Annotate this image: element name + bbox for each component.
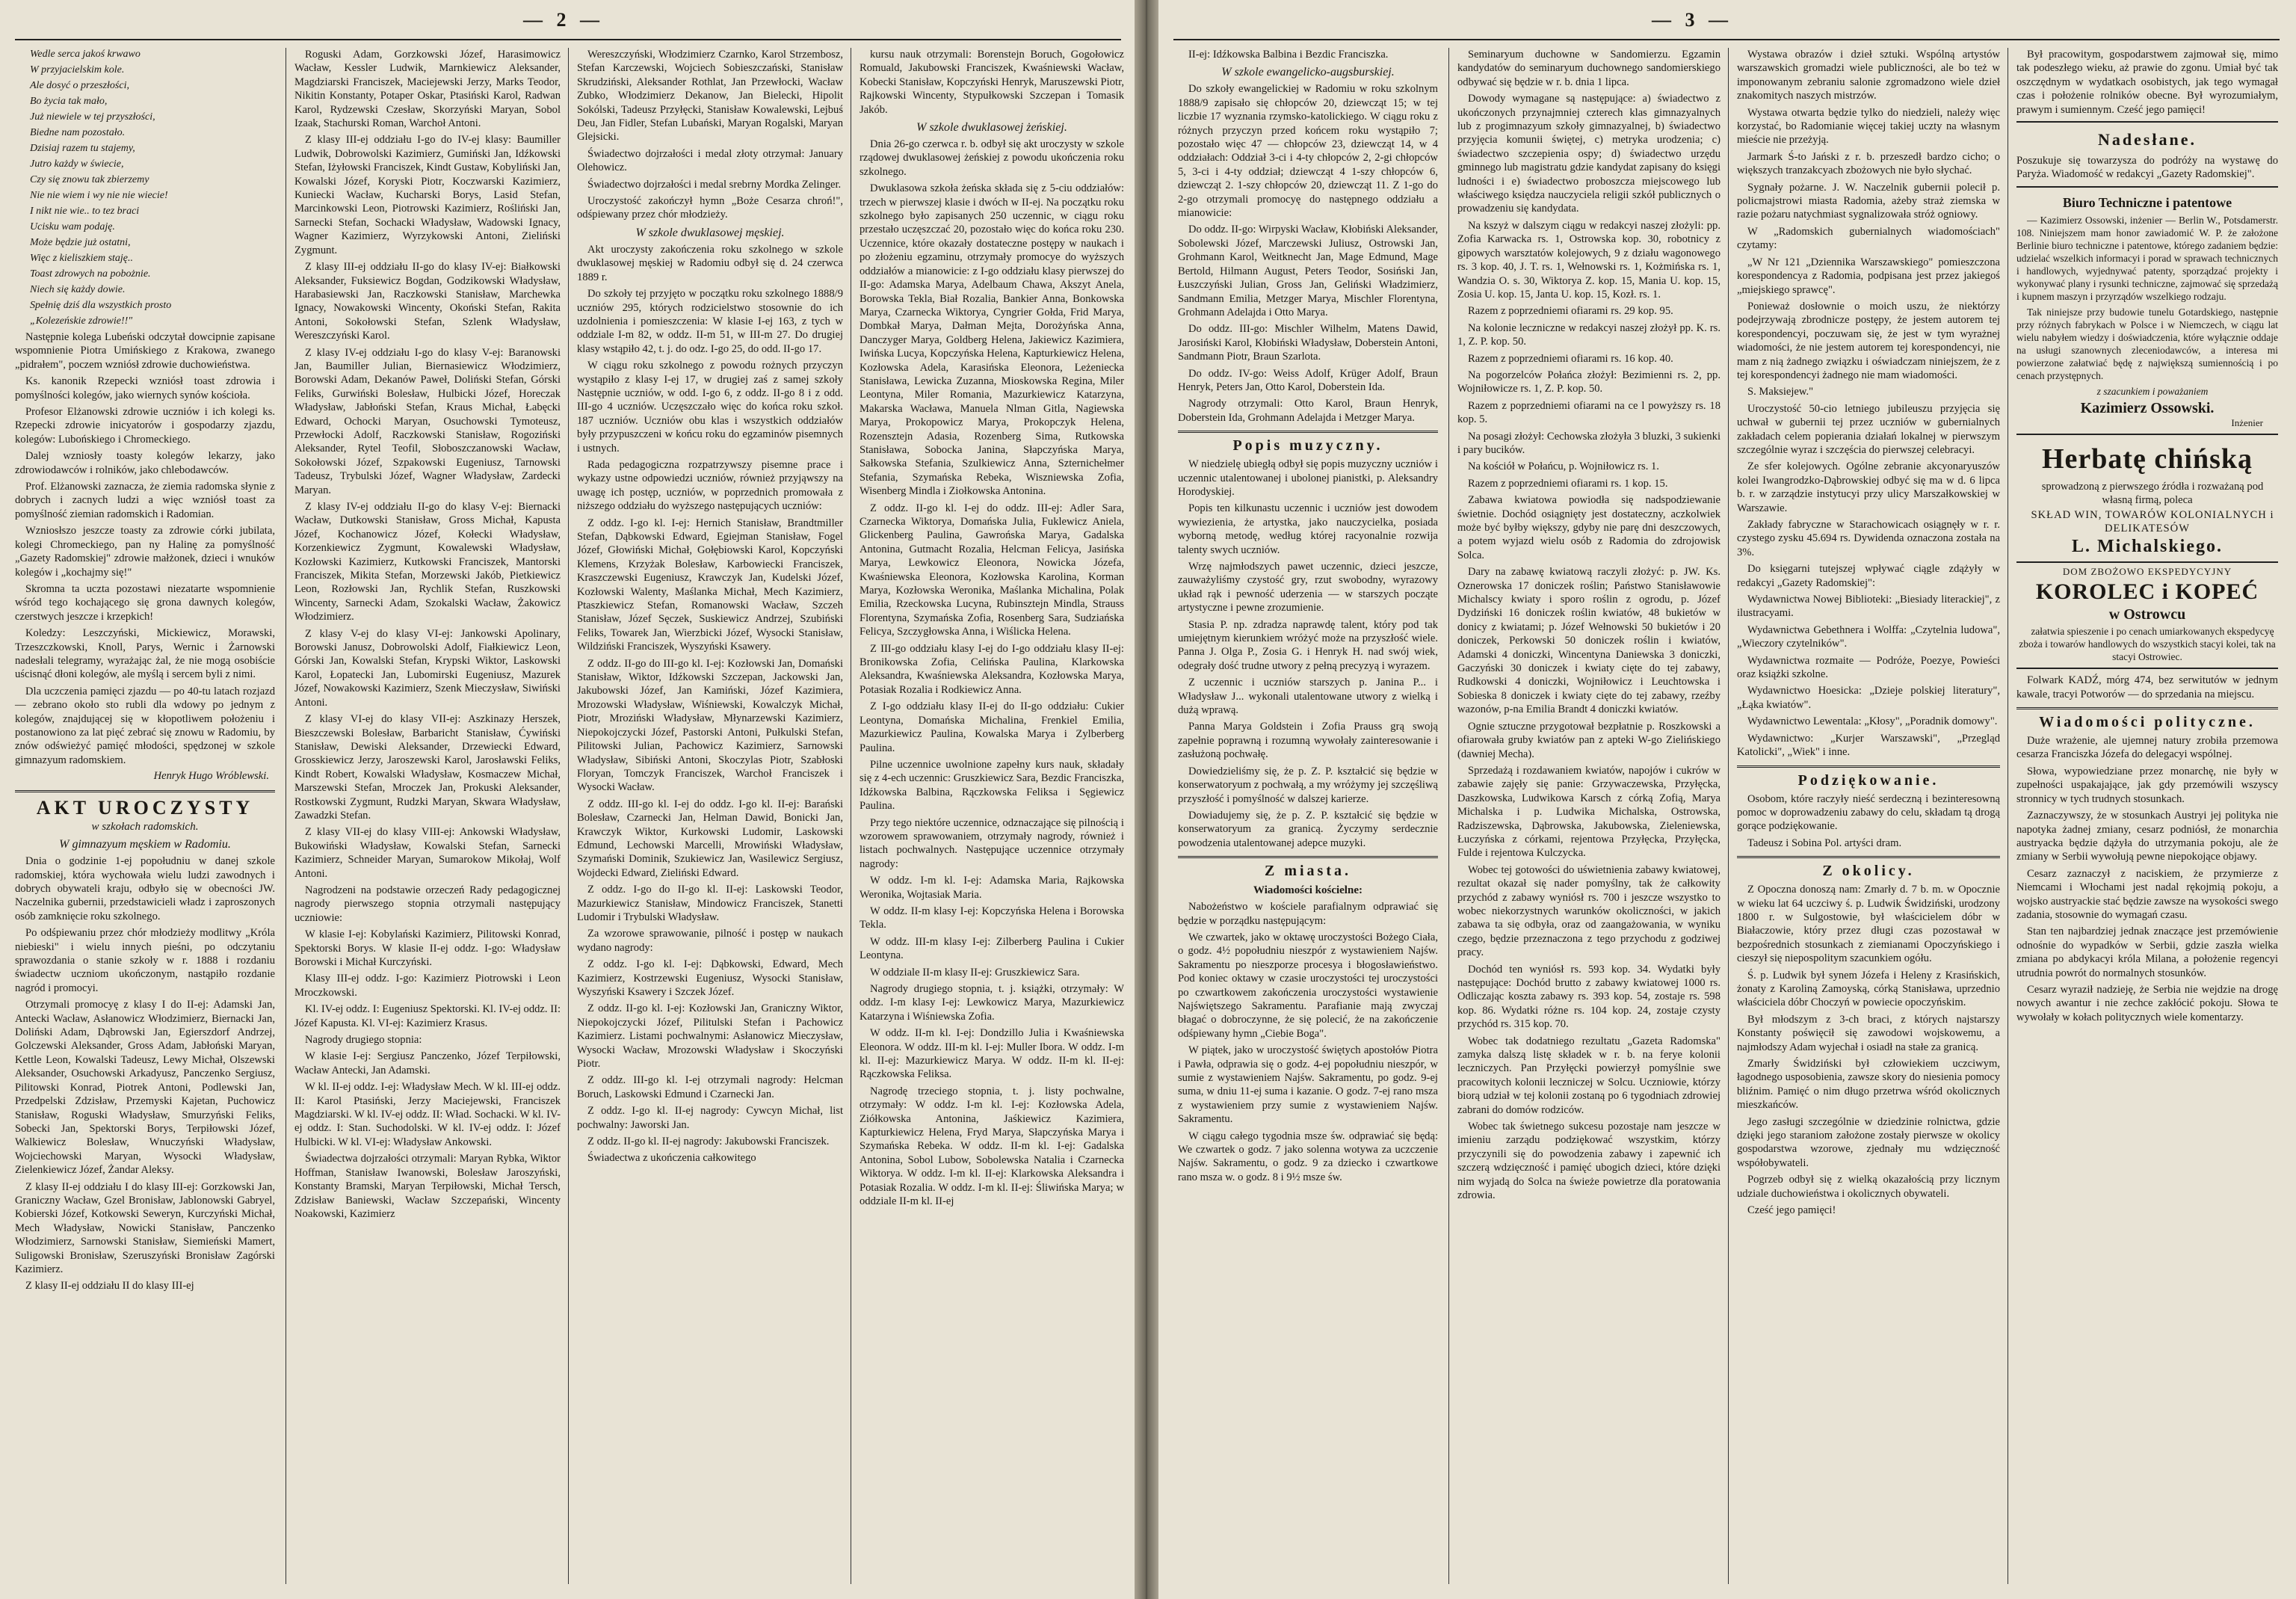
ad-text: — Kazimierz Ossowski, inżenier — Berlin W., Potsdamerstr. 108. Niniejszem mam honor zawiadomić W. P. że założone Berlinie biuro techniczne i patentowe, którego zadaniem będzie: udzielać wszelkich informacyi i porad w sprawach technicznych i handlowych, wyjednywać patenty, sporządzać projekty i wykonywać plany i rysunki techniczne, zajmować się sprzedażą i kupnem maszyn i przyrządów wszelkiego rodzaju. [2016,214,2278,302]
paragraph: Profesor Elżanowski zdrowie uczniów i ich kolegi ks. Rzepecki zdrowie inicyatorów i gospodarzy zjazdu, kolegów: Lubońskiego i Chromeckiego. [15,406,275,446]
paragraph: Nagrody drugiego stopnia: [305,1034,422,1047]
paragraph: Do szkoły tej przyjęto w początku roku szkolnego 1888/9 uczniów 295, których rodzicielstwo stosownie do ich uzdolnienia i pomieszczenia: W klasie I-ej 163, z tych w oddziale I-m 82, w oddz. II-m 51, w III-m 27. Do drugiej klasy wstąpiło 42, t. j. do odz. I-go 25, do odd. II-go 17. [577,288,843,355]
column-text [1178,82,1438,425]
poem-line: Ucisku wam podaję. [30,221,115,232]
column-rule [568,48,569,1584]
paragraph: Zaznaczywszy, że w stosunkach Austryi jej polityka nie napotyka żadnej zmiany, cesarz podniósł, że monarchia austryacka będzie dążyła do utrzymania pokoju, ale że zmiany w Serbii wywołują pewne niepokojące objawy. [2016,810,2278,863]
poem-line: Biedne nam pozostało. [30,127,126,138]
column-text [1178,48,1438,61]
ad-heading: Biuro Techniczne i patentowe [2062,194,2232,210]
paragraph: Z oddz. II-go kl. I-ej do oddz. III-ej: Adler Sara, Czarnecka Wiktorya, Domańska Julia, Fuklewicz Aniela, Glickenberg Paulina, Gawrońska Marya, Gadalska Antonina, Gutmacht Rozalia, Helcman Felicya, Jasińska Marya, Lewkowicz Eleonora, Nowicka Józefa, Kwaśniewska Eleonora, Kozłowska Karolina, Korman Marya, Kozłowska Weronika, Maślanka Michalina, Polak Emilia, Rzeckowska Lucyna, Rubinsztejn Mindla, Strauss Florentyna, Szymańska Zofia, Rosenberg Sara, Sudziańska Felicya, Szczygłowska Anna, i Wiślicka Helena. [860,502,1124,638]
paragraph: Z oddz. I-go kl. II-ej nagrody: Cywcyn Michał, list pochwalny: Jaworski Jan. [577,1105,843,1131]
paragraph: Do oddz. II-go: Wirpyski Wacław, Kłobiński Aleksander, Sobolewski Józef, Marczewski Juliusz, Ostrowski Jan, Grohmann Karol, Weitknecht Jan, Mage Edmund, Mage Bertold, Hilmann August, Peters Teodor, Sosiński Jan, Łuszczyński Julian, Gross Jan, Geliński Władzimierz, Sandmann Emilia, Metzger Marya, Mischler Florentyna, Grohmann Adelajda i Otto Marya. [1178,224,1438,318]
poem-line: Dzisiaj razem tu stajemy, [30,143,135,154]
left-column-3 [573,48,848,1584]
paragraph: Prof. Elżanowski zaznacza, że ziemia radomska słynie z dobrych i zacnych ludzi a więc wzniósł toast za pomyślność ziemian radomskich i Radomian. [15,481,275,520]
paragraph: Przy tego niektóre uczennice, odznaczające się pilnością i wzorowem sprawowaniem, otrzymały nagrody, również i listach pochwalnych. Następujące uczennice otrzymały nagrody: [860,816,1124,870]
section-title: Z okolicy. [1737,856,2000,880]
paragraph: W oddz. I-m kl. I-ej: Adamska Maria, Rajkowska Weronika, Wojtasiak Maria. [860,875,1124,901]
column-text [2016,48,2278,117]
paragraph: Wystawa obrazów i dzieł sztuki. Wspólną artystów warszawskich gromadzi wiele publiczności, ale bo też w imponowanym zebraniu salonie zgromadzono wiele dzieł znakomitych naszych mistrzów. [1737,49,2000,102]
page-number-left: — 2 — [523,9,604,31]
poem-line: Toast zdrowych na pobożnie. [30,268,151,280]
paragraph: Cześć jego pamięci! [1747,1204,1836,1217]
paragraph: Z klasy IV-ej oddziału II-go do klasy V-ej: Biernacki Wacław, Dutkowski Stanisław, Gross Michał, Kapusta Józef, Kochanowicz Józef, Kołecki Władysław, Korzenkiewicz Zygmunt, Kowalewski Władysław, Kozłowski Kazimierz, Kutkowski Franciszek, Mantorski Franciszek, Mikita Stefan, Morzewski Jakób, Pietkiewicz Leon, Rozłowski Jan, Rychlik Stefan, Ruszkowski Wincenty, Sarnecki Adam, Szokalski Wacław, Żakowicz Włodzimierz. [294,501,561,623]
paragraph: W oddz. III-m klasy I-ej: Zilberberg Paulina i Cukier Leontyna. [860,935,1124,962]
ad-place: w Ostrowcu [2108,606,2186,623]
ad-headline: Herbatę chińską [2041,443,2253,475]
column-text [1178,900,1438,1184]
paragraph: W „Radomskich gubernialnych wiadomościach" czytamy: [1737,225,2000,252]
page-number-right: — 3 — [1652,9,1732,31]
column-text [1457,48,1721,1203]
paragraph: W ciągu całego tygodnia msze św. odprawiać się będą: We czwartek o godz. 7 jako solenna wotywa za uczczenie Najśw. Sakramentu, o godz. 9 za dziecko i czwartkowe rano msza w. o godz. 8 i 9½ msze św. [1178,1130,1438,1183]
column-text [2016,734,2278,1024]
paragraph: Z klasy V-ej do klasy VI-ej: Jankowski Apolinary, Borowski Janusz, Dobrowolski Adolf, Fiałkiewicz Leon, Górski Jan, Kowalski Stefan, Krypski Wiktor, Laskowski Karol, Łopatecki Jan, Lubomirski Eugeniusz, Mazurek Józef, Nowakowski Kazimierz, Szenk Mieczysław, Siwiński Antoni. [294,627,561,709]
paragraph: Dnia 26-go czerwca r. b. odbył się akt uroczysty w szkole rządowej dwuklasowej żeńskiej z powodu ukończenia roku szkolnego. [860,138,1124,178]
paragraph: Był pracowitym, gospodarstwem zajmował się, mimo tak podeszłego wieku, aż prawie do zgonu. Umiał być tak oszczędnym w wydatkach osobistych, jak tego wymagał czas i położenie rolników obecne. Był wyrozumiałym, prawym i sumiennym. Cześć jego pamięci! [2016,49,2278,116]
paragraph: Pilne uczennice uwolnione zapełny kurs nauk, składały się z 4-ech uczennic: Gruszkiewicz Sara, Bezdic Franciszka, Idźkowska Balbina, Rączkowska Feliksa i Sęgiewicz Paulina. [860,758,1124,813]
paragraph: Na kolonie leczniczne w redakcyi naszej złożył pp. K. rs. 1, Z. P. kop. 50. [1457,321,1721,348]
paragraph: II-ej: Idźkowska Balbina i Bezdic Franciszka. [1188,49,1389,61]
column-text [1178,457,1438,850]
left-column-1 [10,48,280,1584]
paragraph: Wydawnictwo Lewentala: „Kłosy", „Poradnik domowy". [1747,715,1998,728]
paragraph: Po odśpiewaniu przez chór młodzieży modlitwy „Króla niebieski" i wielu innych pieśni, po odczytaniu sprawozdania o stanie szkoły w r. 1888 i rozdaniu świadectw uczniom ukończonym, nastąpiło rozdanie nagród i promocyi. [15,927,275,994]
right-column-1 [1173,48,1442,1584]
paragraph: Następnie kolega Lubeński odczytał dowcipnie zapisane wspomnienie Piotra Umińskiego z Krakowa, zwanego „pidrałem", poczem wzniósł zdrowie duchowieństwa. [15,331,275,371]
paragraph: Sprzedażą i rozdawaniem kwiatów, napojów i cukrów w zabawie zajęły się panie: Grzywaczewska, Przyłęcka, Daszkowska, Ludwikowa Karsch z córką Zofią, Marya Michalska i p. Ludwika Michalska, Ostrowska, Radziszewska, Dąbrowska, Jakubowska, Zieleniewska, Łuczyńska z córkami, rejentowa Przyłęcka, Przyłęcka, Fulde i rejentowa Kulczycka. [1457,764,1721,860]
paragraph: Z oddz. I-go kl. I-ej: Dąbkowski, Edward, Mech Kazimierz, Kostrzewski Eugeniusz, Wysocki Stanisław, Wyszyński Ksawery i Szczek Józef. [577,958,843,998]
paragraph: Seminaryum duchowne w Sandomierzu. Egzamin kandydatów do seminaryum duchownego sandomierskiego odbywać się będzie w r. b. dnia 1 lipca. [1457,49,1721,88]
paragraph: Z oddz. I-go do II-go kl. II-ej: Laskowski Teodor, Mazurkiewicz Stanisław, Mindowicz Franciszek, Stanetti Ludomir i Trybulski Władysław. [577,884,843,923]
poem-line: Spełnię dziś dla wszystkich prosto [30,300,172,311]
paragraph: Dochód ten wyniósł rs. 593 kop. 34. Wydatki były następujące: Dochód brutto z zabawy kwiatowej 1000 rs. Odliczając koszta zabawy rs. 393 kop. 54, zostaje rs. 598 kop. 86. Wydatki różne rs. 104 kop. 24, zostaje czysty przychód rs. 315 kop. 70. [1457,963,1721,1031]
paragraph: Wrzę najmłodszych pawet uczennic, dzieci jeszcze, zauważyliśmy czystość gry, rzut swobodny, wyrazowy układ rąk i pewność uderzenia — w starszych począte artystyczne i pewne zrozumienie. [1178,561,1438,614]
paragraph: Z oddz. III-go kl. I-ej do oddz. I-go kl. II-ej: Barański Bolesław, Czarnecki Jan, Helman Dawid, Bonicki Jan, Krawczyk Wiktor, Kurkowski Ludomir, Laskowski Edmund, Lechowski Marcelli, Mrowiński Władysław, Szymański Dominik, Szukiewicz Jan, Wasilewicz Sergiusz, Wojdecki Edward, Zieliński Edward. [577,798,843,879]
signature: Henryk Hugo Wróblewski. [153,770,269,783]
left-column-2 [290,48,565,1584]
paragraph: Zakłady fabryczne w Starachowicach osiągnęły w r. r. czystego zysku 45.694 rs. Dywidenda oznaczona została na 3%. [1737,519,2000,558]
ad-heading: Nadesłane. [2097,130,2197,150]
section-title: Wiadomości polityczne. [2016,707,2278,731]
top-rule-left [15,39,1121,40]
paragraph: kursu nauk otrzymali: Borenstejn Boruch, Gogołowicz Romuald, Jakubowski Franciszek, Kwaśniewski Wacław, Kobecki Stanisław, Kopczyński Henryk, Maruszewski Piotr, Rajkowski Wincenty, Stypułkowski Szczepan i Tomasik Jakób. [860,49,1124,116]
paragraph: Koledzy: Leszczyński, Mickiewicz, Morawski, Trzeszczkowski, Knoll, Parys, Wernic i Żarnowski nadesłali telegramy, wyrażając żal, że nie mogą osobiście uścisnąć dłoni kolegów, ale myślą i sercem byli z nimi. [15,627,275,681]
paragraph: Z uczennic i uczniów starszych p. Janina P... i Władysław J... wykonali utalentowane utwory z wielką i dużą wprawą. [1178,677,1438,717]
paragraph: Wzniosłszo jeszcze toasty za zdrowie córki jubilata, kolegi Chromeckiego, pan ny Halinę za pomyślność „Gazety Radomskiej" zdrowie małżonek, dzieci i wnuków kolegów i „kochajmy się!" [15,525,275,579]
paragraph: Z oddz. II-go kl. I-ej: Kozłowski Jan, Graniczny Wiktor, Niepokojczycki Józef, Pilitulski Stefan i Pachowicz Kazimierz. Listami pochwalnymi: Asłanowicz Mieczysław, Wysocki Wacław, Mrozowski Władysław i Skoczyński Piotr. [577,1002,843,1070]
poem-line: Ale dosyć o przeszłości, [30,80,129,91]
paragraph: Świadectwo dojrzałości i medal srebrny Mordka Zelinger. [587,178,842,191]
paragraph: Z klasy III-ej oddziału I-go do IV-ej klasy: Baumiller Ludwik, Dobrowolski Kazimierz, Gumiński Jan, Idźkowski Stefan, Iżyłowski Franciszek, Kindt Gustaw, Kobyliński Jan, Kowalski Józef, Koryski Piotr, Koczwarski Kazimierz, Kuniecki Wacław, Kucharski Borys, Lasid Stefan, Marcinkowski Leon, Piotrowski Kazimierz, Rośliński Jan, Sarnecki Stefan, Sochacki Władysław, Wadowski Ignacy, Wagner Kazimierz, Wyrzykowski Antoni, Zieliński Zygmunt. [294,134,561,256]
paragraph: Świadectwo dojrzałości i medal złoty otrzymał: January Olehowicz. [577,147,843,174]
paragraph: Z I-go oddziału klasy II-ej do II-go oddziału: Cukier Leontyna, Domańska Michalina, Frenkiel Emilia, Mazurkiewicz Paulina, Kowalska Marya i Zylberberg Paulina. [860,700,1124,754]
right-page [1158,0,2296,1599]
paragraph: Dalej wzniosły toasty kolegów lekarzy, jako zdrowiodawców i rolników, jako chlebodawców. [15,450,275,476]
sub-heading: W szkole dwuklasowej żeńskiej. [916,121,1067,135]
paragraph: Z klasy II-ej oddziału I do klasy III-ej: Gorzkowski Jan, Graniczny Wacław, Gzel Bronisław, Jablonowski Gabryel, Kobierski Józef, Kotkowski Seweryn, Kurczyński Michał, Mech Władysław, Nowicki Stanisław, Panczenko Włodzimierz, Sarnowski Stanisław, Siemieński Mamert, Suligowski Bronisław, Szeruszyński Bronisław Zagórski Kazimierz. [15,1180,275,1275]
paragraph: Dowody wymagane są następujące: a) świadectwo z ukończonych przynajmniej czterech klas gimnazyalnych lub z progimnazyum szkoły gimnazyalnej, b) świadectwo przyjęcia komunii świętej, c) metryka urodzenia; c) świadectwo szczepienia ospy; d) świadectwo urzędu gminnego lub magistratu gdzie kandydat zapisany do księgi ludności i e) świadectwo proboszcza miejscowego lub właściwego księdza nauczyciela religii szkół publicznych o prowadzeniu się kandydata. [1457,93,1721,215]
paragraph: Jego zasługi szczególnie w dziedzinie rolnictwa, gdzie dzięki jego staraniom założone zostały pierwsze w okolicy gospodarstwa wzorowe, zjednały mu wdzięczność współobywateli. [1737,1115,2000,1169]
paragraph: Na pogorzelców Połańca złożył: Bezimienni rs. 2, pp. Wojniłowicze rs. 1, Z. P. kop. 50. [1457,369,1721,395]
paragraph: Tadeusz i Sobina Pol. artyści dram. [1747,837,1902,849]
paragraph: We czwartek, jako w oktawę uroczystości Bożego Ciała, o godz. 4½ popołudniu nieszpór z wystawieniem Najśw. Sakramentu po nieszporze procesya i błogosławieństwo. Pod koniec oktawy w czasie uroczystości tej uroczystości po czwartkowem zakończenia uroczystości wystawienie Najświętszego Sakramentu. Parafianie mają zwyczaj błagać o dobroczynne, że się polecić, że na zakończenie odśpiewany hymn „Ciebie Boga". [1178,931,1438,1040]
paragraph: Ognie sztuczne przygotował bezpłatnie p. Roszkowski a ofiarowała gruby kwiatów pan z apteki W-go Zielińskiego (dawniej Mecha). [1457,720,1721,760]
paragraph: Uroczystość 50-cio letniego jubileuszu przyjęcia się uchwał w gubernii tej przez uczniów w gubernialnych zakładach celem popierania działań lokalnej w pierwszym szczególnie wyraz i szczęścia do pierwszej celebracyi. [1737,402,2000,456]
paragraph: Na posagi złożył: Cechowska złożyła 3 bluzki, 3 sukienki i pary bucików. [1457,430,1721,456]
paragraph: Zmarły Świdziński był człowiekiem uczciwym, łagodnego usposobienia, zawsze skory do niesienia pomocy bliźnim. Pamięć o nim długo przetrwa wśród okolicznych mieszkańców. [1737,1058,2000,1112]
poem-line: Jutro każdy w świecie, [30,158,124,170]
column-rule [1728,48,1729,1584]
column-text [15,330,275,767]
poem-line: Wedle serca jakoś krwawo [30,49,141,60]
paragraph: Razem z poprzedniemi ofiarami rs. 16 kop. 40. [1468,352,1673,365]
paragraph: Sygnały pożarne. J. W. Naczelnik gubernii polecił p. policmajstrowi miasta Radomia, ażeby straż ziemska w razie pożaru natychmiast sygnalizowała stróż ogniowy. [1737,181,2000,221]
right-column-3 [1732,48,2005,1584]
paragraph: W oddz. II-m klasy I-ej: Kopczyńska Helena i Borowska Tekla. [860,905,1124,931]
paragraph: W piątek, jako w uroczystość świętych apostołów Piotra i Pawła, odprawia się o godz. 4-ej popołudniu nieszpór, w sumie z wystawieniem Najśw. Sakramentu, po godz. 9-ej suma, w dniu 11-ej suma i kazanie. O godz. 7-ej rano msza z wystawieniem przy sumie z wystawieniem Najśw. Sakramentu. [1178,1044,1438,1126]
paragraph: Klasy III-ej oddz. I-go: Kazimierz Piotrowski i Leon Mroczkowski. [294,973,561,999]
sub-heading: W gimnazyum męskiem w Radomiu. [59,838,231,851]
paragraph: Dwuklasowa szkoła żeńska składa się z 5-ciu oddziałów: trzech w pierwszej klasie i dwóch w II-ej. Na początku roku szkolnego było zapisanych 250 uczennic, w ciągu roku przestało uczęszczać 20, pozostało więc do końca roku 230. Uczennice, które okazały dostateczne postępy w naukach i po złożeniu egzaminu, otrzymały promocye do wyższych oddziałów a mianowicie: z I-go oddziału klasy pierwszej do II-go: Adamska Marya, Adelbaum Chawa, Akszyt Anela, Borowska Tekla, Biał Rozalia, Bankier Anna, Bonkowska Marya, Czarnecka Wiktorya, Cyngrier Gołda, Frid Marya, Dombkał Marya, Dałman Mejta, Dorożyńska Anna, Danczyger Marya, Goldberg Helena, Jakiewicz Kazimiera, Iwińska Lucya, Kopczyńska Helena, Kapturkiewicz Helena, Kozłowska Adela, Karasińska Eleonora, Leżeniecka Stanisława, Lewicka Zuzanna, Mioskowska Regina, Miler Leontyna, Miler Romania, Mazurkiewicz Katarzyna, Makarska Wacława, Manuela Nlman Gitla, Nagiewska Marya, Prokopowicz Marya, Prokopczyk Helena, Rozensztejn Adasia, Rozenberg Sima, Rutkowska Stanisława, Sobocka Janina, Słapczyńska Marya, Sałkowska Stefania, Szulkiewicz Anna, Szternichełmer Stefania, Szymańska Rebeka, Wiszniewska Zofia, Wisenberg Mindla i Ziołkowska Antonina. [860,182,1124,498]
paragraph: Nagrodę trzeciego stopnia, t. j. listy pochwalne, otrzymały: W oddz. I-m kl. I-ej: Kozłowska Adela, Ziółkowska Antonina, Jaśkiewicz Kazimiera, Kapturkiewicz Helena, Fryd Marya, Słapczyńska Marya i Szymańska Rebeka. W oddz. II-m kl. I-ej: Gadalska Antonina, Sobol Lubow, Sobolewska Natalia i Czarnecka Wiktorya. W oddz. I-m kl. II-ej: Klarkowska Aleksandra i Potasiak Rozalia. W oddz. I-m kl. II-ej: Śliwińska Marya; w oddziale II-m kl. II-ej [860,1085,1124,1208]
ad-signature-pre: z szacunkiem i poważaniem [2096,385,2209,397]
paragraph: Ponieważ dosłownie o moich uszu, że niektórzy podejrzywają zbrodnicze postępy, że jestem autorem tej korespondencyi, poczuwam się, że jest w tym wyrażnej wiadomości, że nie jestem autorem tej korespondencyi, nie mam z nią żadnego związku i oświadczam niniejszem, że z tej korespondencyi żadnego nie mam wiadomości. [1737,300,2000,381]
paragraph: „W Nr 121 „Dziennika Warszawskiego" pomieszczona korespondencya z Radomia, podpisana jest przez jakiegoś „miejskiego sprawcę". [1737,256,2000,296]
paragraph: W oddziale II-m klasy II-ej: Gruszkiewicz Sara. [870,966,1080,979]
column-text [1737,883,2000,1217]
paragraph: Dnia o godzinie 1-ej popołudniu w danej szkole radomskiej, która wychowała wielu ludzi zawodnych i dobrych obywateli kraju, odbyło się w obecności JW. Naczelnika gubernii, przedstawicieli władz i zaproszonych osób zamknięcie roku szkolnego. [15,855,275,922]
book-gutter [1135,0,1158,1599]
ad-text: załatwia spieszenie i po cenach umiarkowanych ekspedycyę zboża i towarów handlowych do wszystkich stacyi kolei, tak na stacyi Ostrowiec. [2019,626,2276,663]
paragraph: S. Maksiejew." [1747,386,1814,398]
paragraph: Świadectwa z ukończenia całkowitego [587,1152,756,1165]
paragraph: Dowiedzieliśmy się, że p. Z. P. kształcić się będzie w konserwatoryum z pochwałą, a my wróżymy jej szczęśliwą przyszłość i pomyślność w dalszej karierze. [1178,765,1438,805]
paragraph: Razem z poprzedniemi ofiarami rs. 1 kop. 15. [1468,477,1668,490]
paragraph: Wobec tej gotowości do uświetnienia zabawy kwiatowej, rezultat okazał się nader pomyślny, tak że całkowity przychód z zabawy wyniósł rs. 700 i jeszcze wszystko to wobec niekorzystnych warunków okoliczności, w jakich zabawa ta się odbyła, oraz od zaangażowania, w wyniku czego, będzie przeznaczona z tego przychodu z godziwej pracy. [1457,863,1721,959]
paragraph: Wydawnictwo: „Kurjer Warszawski", „Przegląd Katolicki", „Wiek" i inne. [1737,732,2000,759]
ad-text: Folwark KADŹ, mórg 474, bez serwitutów w jednym kawale, tracyi Potworów — do sprzedania na miejscu. [2016,674,2278,700]
paragraph: Rada pedagogiczna rozpatrzywszy pisemne prace i wykazy ustne odpowiedzi uczniów, również przyjąwszy na uwagę ich postęp, uczniów, w poprzednich promowała z niższego oddziału do wyższego następujących uczniów: [577,458,843,513]
paragraph: Akt uroczysty zakończenia roku szkolnego w szkole dwuklasowej męskiej w Radomiu odbył się d. 24 czerwca 1889 r. [577,243,843,283]
poem-line: I nikt nie wie.. to tez braci [30,206,140,217]
paragraph: Nagrodzeni na podstawie orzeczeń Rady pedagogicznej nagrody pierwszego stopnia otrzymali następujący uczniowie: [294,884,561,924]
ad-shop: SKŁAD WIN, TOWARÓW KOLONIALNYCH i DELIKATESÓW [2031,509,2274,535]
paragraph: Do oddz. IV-go: Weiss Adolf, Krüger Adolf, Braun Henryk, Peters Jan, Otto Karol, Doberstein Ida. [1178,367,1438,393]
left-page [0,0,1135,1599]
sub-heading: W szkole dwuklasowej męskiej. [635,226,785,239]
column-text [15,854,275,1293]
paragraph: Nabożeństwo w kościele parafialnym odprawiać się będzie w porządku następującym: [1178,901,1438,927]
paragraph: Z oddz. II-go do III-go kl. I-ej: Kozłowski Jan, Domański Stanisław, Wiktor, Idźkowski Szczepan, Jackowski Jan, Jakubowski Józef, Jan Kamiński, Józef Kazimiera, Mrozowski Władysław, Wiśniewski, Kowalczyk Michał, Piotr, Mroziński Władysław, Młynarzewski Kazimierz, Niepokojczycki Józef, Pastorski Antoni, Pułkulski Stefan, Pilitowski Julian, Pachowicz Kazimierz, Sarnowski Władysław, Sibiński Antoni, Skoczylas Piotr, Szabłoski Floryan, Tomczyk Franciszek, Warchoł Franciszek i Wysocki Wacław. [577,657,843,794]
paragraph: Wobec tak świetnego sukcesu pozostaje nam jeszcze w imieniu zarządu podziękować wszystkim, którzy przyczynili się do powodzenia zabawy i zapewnić ich szczerą wdzięczność i pamięć ubogich dzieci, które dzięki nim wyjadą do Solca na świeże powietrze dla poratowania zdrowia. [1457,1121,1721,1202]
column-text [577,243,843,1165]
paragraph: Wydawnictwa rozmaite — Podróże, Poezye, Powieści oraz książki szkolne. [1737,654,2000,681]
right-column-4 [2012,48,2283,1584]
ad-text: sprowadzoną z pierwszego źródła i rozważaną pod własną firmą, poleca [2041,481,2264,507]
poem-line: Nie nie wiem i wy nie nie wiecie! [30,190,168,201]
paragraph: Słowa, wypowiedziane przez monarchę, nie były w zupełności uspakajające, jak gdy przemówili wszyscy stronnicy w tych trudnych stosunkach. [2016,765,2278,805]
paragraph: Skromna ta uczta pozostawi niezatarte wspomnienie wśród tego kochającego się grona dawnych kolegów, czerstwych jeszcze i krzepkich! [15,582,275,623]
paragraph: W niedzielę ubiegłą odbył się popis muzyczny uczniów i uczennic utalentowanej i ubolonej pianistki, p. Aleksandry Horodyskiej. [1178,458,1438,498]
paragraph: W klasie I-ej: Sergiusz Panczenko, Józef Terpiłowski, Wacław Antecki, Jan Adamski. [294,1050,561,1076]
column-text [860,138,1124,1208]
column-text [294,48,561,1221]
section-title: Popis muzyczny. [1178,431,1438,455]
paragraph: Z oddz. I-go kl. I-ej: Hernich Stanisław, Brandtmiller Stefan, Dąbkowski Edward, Egiejman Stanisław, Fogel Józef, Głowiński Michał, Gołębiowski Karol, Kopczyński Klemens, Krzyżak Bolesław, Karbowiecki Franciszek, Kraszczewski Eugeniusz, Krawczyk Jan, Kudelski Józef, Kozłowski Walenty, Maślanka Michał, Mech Kazimierz, Ptaszkiewicz Stefan, Romanowski Wacław, Szczeh Stanisław, Józef Sęczek, Suskiewicz Andrzej, Szubiński Feliks, Towarek Jan, Wierzbicki Józef, Wysocki Stanisław, Wildziński Franciszek, Wyszyński Ksawery. [577,517,843,653]
sub-heading: Wiadomości kościelne: [1253,884,1363,897]
paragraph: Stasia P. np. zdradza naprawdę talent, który pod tak umiejętnym kierunkiem wróżyć może na przyszłość wiele. Panna J. Olga P., Zosia G. i Henryk H. nad swój wiek, odegrały dość trudne utwory z pełną precyzyą i wyrazem. [1178,618,1438,672]
top-rule-right [1173,39,2280,40]
paragraph: Z klasy III-ej oddziału II-go do klasy IV-ej: Białkowski Aleksander, Fuksiewicz Bogdan, Godzikowski Władysław, Harabasiewski Jan, Raczkowski Stanisław, Marchewka Ignacy, Nowakowski Wincenty, Okoński Stefan, Rakita Antoni, Sokołowski Stefan, Szlenk Władysław, Wereszczyński Karol. [294,261,561,342]
paragraph: Osobom, które raczyły nieść serdeczną i bezinteresowną pomoc w doprowadzeniu zabawy do celu, składam tą drogą gorące podziękowanie. [1737,792,2000,833]
paragraph: Ks. kanonik Rzepecki wzniósł toast zdrowia i pomyślności kolegów, jako wiernych synów kościoła. [15,375,275,401]
paragraph: Wereszczyński, Włodzimierz Czarnko, Karol Strzembosz, Stefan Karczewski, Wojciech Sobieszczański, Stanisław Skrudziński, Aleksander Rothlat, Jan Przewłocki, Wacław Zubko, Włodzimierz Dekanow, Jan Bielecki, Hipolit Sokólski, Tadeusz Przyłęcki, Stanisław Kowalewski, Lejbuś Deu, Jan Fidler, Stefan Lubański, Maryan Rogalski, Maryan Glejsicki. [577,49,843,144]
ad-signature: Kazimierz Ossowski. [2080,400,2215,417]
section-title: AKT UROCZYSTY [15,790,275,819]
poem-line: Czy się znowu tak zbierzemy [30,174,149,185]
ad-head: DOM ZBOŻOWO EKSPEDYCYJNY [2062,566,2232,578]
paragraph: Duże wrażenie, ale ujemnej natury zrobiła przemowa cesarza Franciszka Józefa do delegacyi wspólnej. [2016,735,2278,761]
section-subtitle: w szkołach radomskich. [91,821,199,834]
poem-line: Więc z kieliszkiem staję.. [30,253,134,264]
paragraph: Z klasy IV-ej oddziału I-go do klasy V-ej: Baranowski Jan, Baumiller Julian, Biernasiewicz Włodzimierz, Borowski Adam, Dekanów Paweł, Doliński Stefan, Górski Feliks, Gurwiński Bolesław, Hulbicki Józef, Horeczak Władysław, Jabłoński Stefan, Kraus Michał, Łabęcki Edward, Ochocki Maryan, Osuchowski Tymoteusz, Przewłocki Adolf, Raczkowski Stanisław, Rogoziński Aleksander, Rytel Teofil, Słoboszczanowski Wacław, Sokołowski Józef, Szpakowski Eugeniusz, Tarnowski Tadeusz, Trybulski Józef, Wagner Władysław, Zardecki Maryan. [294,346,561,496]
paragraph: W klasie I-ej: Kobylański Kazimierz, Pilitowski Konrad, Spektorski Borys. W klasie II-ej oddz. I-go: Władysław Borowski i Michał Kurczyński. [294,928,561,968]
paragraph: Z Opoczna donoszą nam: Zmarły d. 7 b. m. w Opocznie w wieku lat 64 uczciwy ś. p. Ludwik Świdziński, urodzony 1800 r. w Sulgostowie, był właścicielem dóbr w Białaczowie, który przez długi czas pozostawał w bezpośrednich stosunkach z ziemianami Opoczyńskiego i cieszył się niepospolitym szacunkiem ogółu. [1737,884,2000,965]
paragraph: Panna Marya Goldstein i Zofia Prauss grą swoją zapełnie poprawną i rozumną wywołały zainteresowanie i zasłużoną pochwałę. [1178,721,1438,761]
paragraph: Roguski Adam, Gorzkowski Józef, Harasimowicz Wacław, Kessler Ludwik, Marnkiewicz Aleksander, Magdziarski Franciszek, Maciejewski Jerzy, Marks Teodor, Nikitin Konstanty, Potaper Oskar, Ptasiński Karol, Radwan Karol, Rydzewski Czesław, Skorzyński Maryan, Sobol Izaak, Stachurski Roman, Warchoł Antoni. [294,49,561,130]
column-text [1737,792,2000,851]
paragraph: Do księgarni tutejszej wpływać ciągle zdążyły w redakcyi „Gazety Radomskiej": [1737,563,2000,589]
paragraph: Razem z poprzedniemi ofiarami rs. 29 kop. 95. [1468,305,1673,318]
paragraph: Wydawnictwa Nowej Biblioteki: „Biesiady literackiej", z ilustracyami. [1737,594,2000,620]
paragraph: Do szkoły ewangelickiej w Radomiu w roku szkolnym 1888/9 zapisało się chłopców 20, dziewcząt 15; w tej liczbie 17 wyznania rzymsko-katolickiego. W ciągu roku z różnych przyczyn przed końcem roku wystąpiło 7; pozostało więc 47 — chłopców 23, dziewcząt 14, w 4 oddziałach: Oddział 3-ci i 4-ty chłopców 2, 2-gi chłopców 5, 3-ci i 4-ty oddział; dziewcząt 4 1-szy chłopców 6, dziewcząt 2. 1-szy chłopców 20, dziewcząt 11. Z 1-go do 2-go otrzymali promocyę do następnego oddziału a mianowicie: [1178,83,1438,220]
paragraph: Popis ten kilkunastu uczennic i uczniów jest dowodem wywiezienia, że artystka, jako nauczycielka, posiada wyborną metodę, według której racyonalnie rozwija talenty swych uczniów. [1178,502,1438,556]
ad-signature-role: Inżenier [2231,417,2263,429]
paragraph: Razem z poprzedniemi ofiarami na ce l powyższy rs. 18 kop. 5. [1457,399,1721,426]
column-text [577,48,843,222]
left-column-4 [855,48,1129,1584]
paragraph: Kl. IV-ej oddz. I: Eugeniusz Spektorski. Kl. IV-ej oddz. II: Józef Kapusta. Kl. VI-ej: Kazimierz Krasus. [294,1003,561,1029]
paragraph: W oddz. II-m kl. I-ej: Dondzillo Julia i Kwaśniewska Eleonora. W oddz. III-m kl. I-ej: Muller Ibora. W oddz. I-m kl. II-ej: Mazurkiewicz Marya. W oddz. II-m kl. II-ej: Rączkowska Feliksa. [860,1027,1124,1081]
paragraph: Zabawa kwiatowa powiodła się nadspodziewanie świetnie. Dochód osiągnięty jest dostateczny, aczkolwiek może być byłby większy, gdyby nie parę dni deszczowych, a potem wyjazd wielu osób z Radomia do zdrojowisk Solca. [1457,494,1721,561]
paragraph: Dla uczczenia pamięci zjazdu — po 40-tu latach rozjazd — zebrano około sto rubli dla wdowy po jednym z kolegów, znajdującej się w kłopotliwem położeniu i postanowiono za lat pięć zebrać się znowu w Radomiu, by znów odświeżyć pamięć młodości, spędzonej w szkole gimnazyum radomskiem. [15,685,275,766]
paragraph: Z klasy II-ej oddziału II do klasy III-ej [25,1280,194,1293]
paragraph: Świadectwa dojrzałości otrzymali: Maryan Rybka, Wiktor Hoffman, Stanisław Iwanowski, Bolesław Jaroszyński, Konstanty Bramski, Maryan Terpiłowski, Michał Tersch, Zdzisław Baniewski, Wacław Szczepański, Wincenty Noakowski, Kazimierz [294,1153,561,1220]
sub-heading: W szkole ewangelicko-augsburskiej. [1221,66,1395,79]
paragraph: Pogrzeb odbył się z wielką okazałością przy licznym udziale duchowieństwa i okolicznych obywateli. [1737,1174,2000,1200]
paragraph: Ś. p. Ludwik był synem Józefa i Heleny z Krasińskich, żonaty z Karoliną Zamoyską, córką Stanisława, uprzednio właściciela dóbr Choczyń w powiecie opoczyńskim. [1737,969,2000,1009]
ad-text: Tak niniejsze przy budowie tunelu Gotardskiego, następnie przy różnych fabrykach w Polsce i w Niemczech, w ciągu lat wielu nabyłem wiedzy i doświadczenia, które wyłącznie oddaje na usługi szanownych zleceniodawców, a interesa mi powierzone załatwiać będę z największą sumiennością i po cenach przystępnych. [2016,306,2278,381]
paragraph: Nagrody drugiego stopnia, t. j. książki, otrzymały: W oddz. I-m klasy I-ej: Lewkowicz Marya, Mazurkiewicz Katarzyna i Wiśniewska Zofia. [860,983,1124,1023]
paragraph: Jarmark Ś-to Jański z r. b. przeszedł bardzo cicho; o większych tranzakcyach zbożowych nie było słychać. [1737,150,2000,177]
paragraph: Nagrody otrzymali: Otto Karol, Braun Henryk, Doberstein Ida, Grohmann Adelajda i Metzger Marya. [1178,398,1438,424]
paragraph: Otrzymali promocyę z klasy I do II-ej: Adamski Jan, Antecki Wacław, Asłanowicz Włodzimierz, Biernacki Jan, Doliński Adam, Dąbrowski Jan, Egierszdorf Andrzej, Golczewski Aleksander, Gross Adam, Jabłoński Maryan, Kettle Leon, Kowalski Tadeusz, Lewy Michał, Olszewski Aleksander, Osuchowski Arkadyusz, Panczenko Sergiusz, Pilitowski Konrad, Piotrek Antoni, Podlewski Jan, Przedpelski Zdzisław, Przemyski Kajetan, Puchowicz Stanisław, Roguski Władysław, Smurzyński Feliks, Sobecki Jan, Spektorski Borys, Terpiłowski Józef, Walkiewicz Bolesław, Wnuczyński Władysław, Wojciechowski Maryan, Wysocki Władysław, Zielenkiewicz Józef, Żandar Aleksy. [15,999,275,1177]
paragraph: Dowiadujemy się, że p. Z. P. kształcić się będzie w konserwatoryum za granicą. Życzymy serdecznie powodzenia utalentowanej adepce muzyki. [1178,809,1438,849]
paragraph: Z oddz. II-go kl. II-ej nagrody: Jakubowski Franciszek. [587,1136,830,1148]
paragraph: Na kszyż w dalszym ciągu w redakcyi naszej złożyli: pp. Zofia Karwacka rs. 1, Ostrowska kop. 30, robotnicy z gipowych warsztatów kolejowych, 9 z działu wagonowego rs. 3 kop. 40, J. T. rs. 1, Wełnowski rs. 1, Kożmińska rs. 1, Wandzia O. s. 30, Wiktorya Z. kop. 15, Mania U. kop. 15, Zosia U. kop. 15, Janta U. kop. 15, Kozł. rs. 1. [1457,219,1721,301]
paragraph: W ciągu roku szkolnego z powodu rożnych przyczyn wystąpiło z klasy I-ej 17, w drugiej zaś z samej szkoły Następnie uczniów, w odd. I-go 6, z oddz. II-go 8 i z odd. III-go 4 uczniów. Uczęszczało więc do końca roku szkoł. 187 uczniów. Uczniów obu klas i wszystkich oddziałów były przypuszczeni w końcu roku do egzaminów pisemnych i ustnych. [577,360,843,455]
poem-line: Już niewiele w tej przyszłości, [30,111,155,123]
poem-line: Może będzie już ostatni, [30,237,131,248]
column-text [860,48,1124,117]
column-text [1737,48,2000,760]
paragraph: Wydawnictwa Gebethnera i Wolffa: „Czytelnia ludowa", „Wieczory czytelników". [1737,623,2000,650]
paragraph: Uroczystość zakończył hymn „Boże Cesarza chroń!", odśpiewany przez chór młodzieży. [577,195,843,221]
poem-line: W przyjacielskim kole. [30,64,125,76]
poem-line: Niech się każdy dowie. [30,284,126,295]
paragraph: Z klasy VI-ej do klasy VII-ej: Aszkinazy Herszek, Bieszczewski Bolesław, Barbaricht Stanisław, Ćywiński Stanisław, Dewiski Aleksander, Drzewiecki Edward, Grosskiewicz Jerzy, Jaroszewski Karol, Jarosławski Feliks, Kindt Robert, Kowalski Władysław, Kosmaczew Michał, Marszewski Stefan, Mroczek Jan, Prokuski Aleksander, Rostkowski Zygmunt, Rudzki Maryan, Skwara Władysław, Zawadzki Stefan. [294,713,561,822]
paragraph: Wobec tak dodatniego rezultatu „Gazeta Radomska" zamyka dalszą listę składek w r. b. na ferye kolonii leczniczych. Pan Przyłęcki powierzył pomyślnie swe pracowitych kolonii leczniczej w Solcu. Uczniowie, którzy biorą udział w tej kolonii zostaną po 6 tygodniach zdrowiej zabrani do domów rodziców. [1457,1035,1721,1116]
paragraph: Z klasy VII-ej do klasy VIII-ej: Ankowski Władysław, Bukowiński Władysław, Kowalski Stefan, Sarnecki Kazimierz, Schneider Maryan, Sumarokow Mikołaj, Wolf Antoni. [294,826,561,880]
ad-company: KOROLEC i KOPEĆ [2035,579,2259,605]
poem [15,48,275,327]
section-title: Z miasta. [1178,856,1438,880]
paragraph: Za wzorowe sprawowanie, pilność i postęp w naukach wydano nagrody: [577,928,843,954]
poem-line: Bo życia tak mało, [30,96,108,107]
right-column-2 [1453,48,1725,1584]
paragraph: Dary na zabawę kwiatową raczyli złożyć: p. JW. Ks. Oznerowska 17 doniczek roślin; Państwo Stanisławowie Michalscy kwiaty i sporo roślin z ogrodu, p. Józef Dydziński 16 doniczek roślin kwiatów, 48 bukietów w donicy z kwiatami; p. Józef Wełnowski 50 bukietów i 20 doniczek, Perkowski 50 doniczek roślin i kwiatów, Adamski 4 doniczki, Wincentyna Daniewska 3 doniczki, Gaczyński 30 doniczek i kwiaty cięte do tej zabawy, Rudkowski 4 doniczki, Wojniłowicz i Leuchtowska i Sobieska 8 doniczek i kwiaty cięte do tej zabawy, rzeźby wazonów, p-na Emilia Brandt 4 doniczki kwiatów. [1457,566,1721,716]
paragraph: Do oddz. III-go: Mischler Wilhelm, Matens Dawid, Jarosiński Karol, Kłobiński Władysław, Doberstein Antoni, Sandmann Piotr, Braun Szarlota. [1178,323,1438,363]
paragraph: Wydawnictwo Hoesicka: „Dzieje polskiej literatury", „Łąka kwiatów". [1737,685,2000,711]
section-title: Podziękowanie. [1737,765,2000,789]
paragraph: Wystawa otwarta będzie tylko do niedzieli, należy więc korzystać, bo Radomianie więcej takiej uczty na własnym mieście nie przeżyją. [1737,106,2000,147]
column-rule [1448,48,1449,1584]
paragraph: Z oddz. III-go kl. I-ej otrzymali nagrody: Helcman Boruch, Laskowski Edmund i Czarnecki Jan. [577,1074,843,1100]
paragraph: Był młodszym z 3-ch braci, z których najstarszy Konstanty poświęcił się zawodowi wojskowemu, a najmłodszy Adam wyjechał i osiadł na stałe za granicą. [1737,1013,2000,1053]
paragraph: Stan ten najbardziej jednak znaczące jest przemówienie odnośnie do wypadków w Serbii, gdzie zaszła wielka zmiana po abdykacyi króla Milana, a położenie regencyi utrudnia powrót do normalnych stosunków. [2016,925,2278,979]
paragraph: Cesarz zaznaczył z naciskiem, że przymierze z Niemcami i Włochami jest nadal rękojmią pokoju, a wojsko austryackie stać będzie zawsze na wysokości swego zadania, stosownie do wymagań czasu. [2016,867,2278,921]
ad-owner: L. Michalskiego. [2071,537,2223,557]
ad-text: Poszukuje się towarzysza do podróży na wystawę do Paryża. Wiadomość w redakcyi „Gazety Radomskiej". [2016,155,2278,181]
poem-line: „Kolezeńskie zdrowie!!" [30,315,133,327]
paragraph: Na kościół w Połańcu, p. Wojniłowicz rs. 1. [1468,460,1659,473]
paragraph: Cesarz wyraził nadzieję, że Serbia nie wejdzie na drogę nowych awantur i nie zechce zakłócić pokoju. Słowa te wywołały w kołach politycznych wiele komentarzy. [2016,983,2278,1023]
paragraph: W kl. II-ej oddz. I-ej: Władysław Mech. W kl. III-ej oddz. II: Karol Ptasiński, Jerzy Maciejewski, Franciszek Magdziarski. W kl. IV-ej oddz. II: Wład. Sochacki. W kl. IV-ej oddz. I: Stan. Suchodolski. W kl. IV-ej oddz. I: Józef Hulbicki. W kl. VI-ej: Władysław Ankowski. [294,1081,561,1148]
paragraph: Z III-go oddziału klasy I-ej do I-go oddziału klasy II-ej: Bronikowska Zofia, Celińska Paulina, Klarkowska Aleksandra, Kwaśniewska Aleksandra, Kozłowska Marya, Potasiak Rozalia i Rodkiewicz Anna. [860,642,1124,696]
paragraph: Ze sfer kolejowych. Ogólne zebranie akcyonaryuszów kolei Iwangrodzko-Dąbrowskiej odbyć się ma w d. 6 lipca b. r. w zarządzie instytucyi przy ulicy Marszałkowskiej w Warszawie. [1737,460,2000,514]
